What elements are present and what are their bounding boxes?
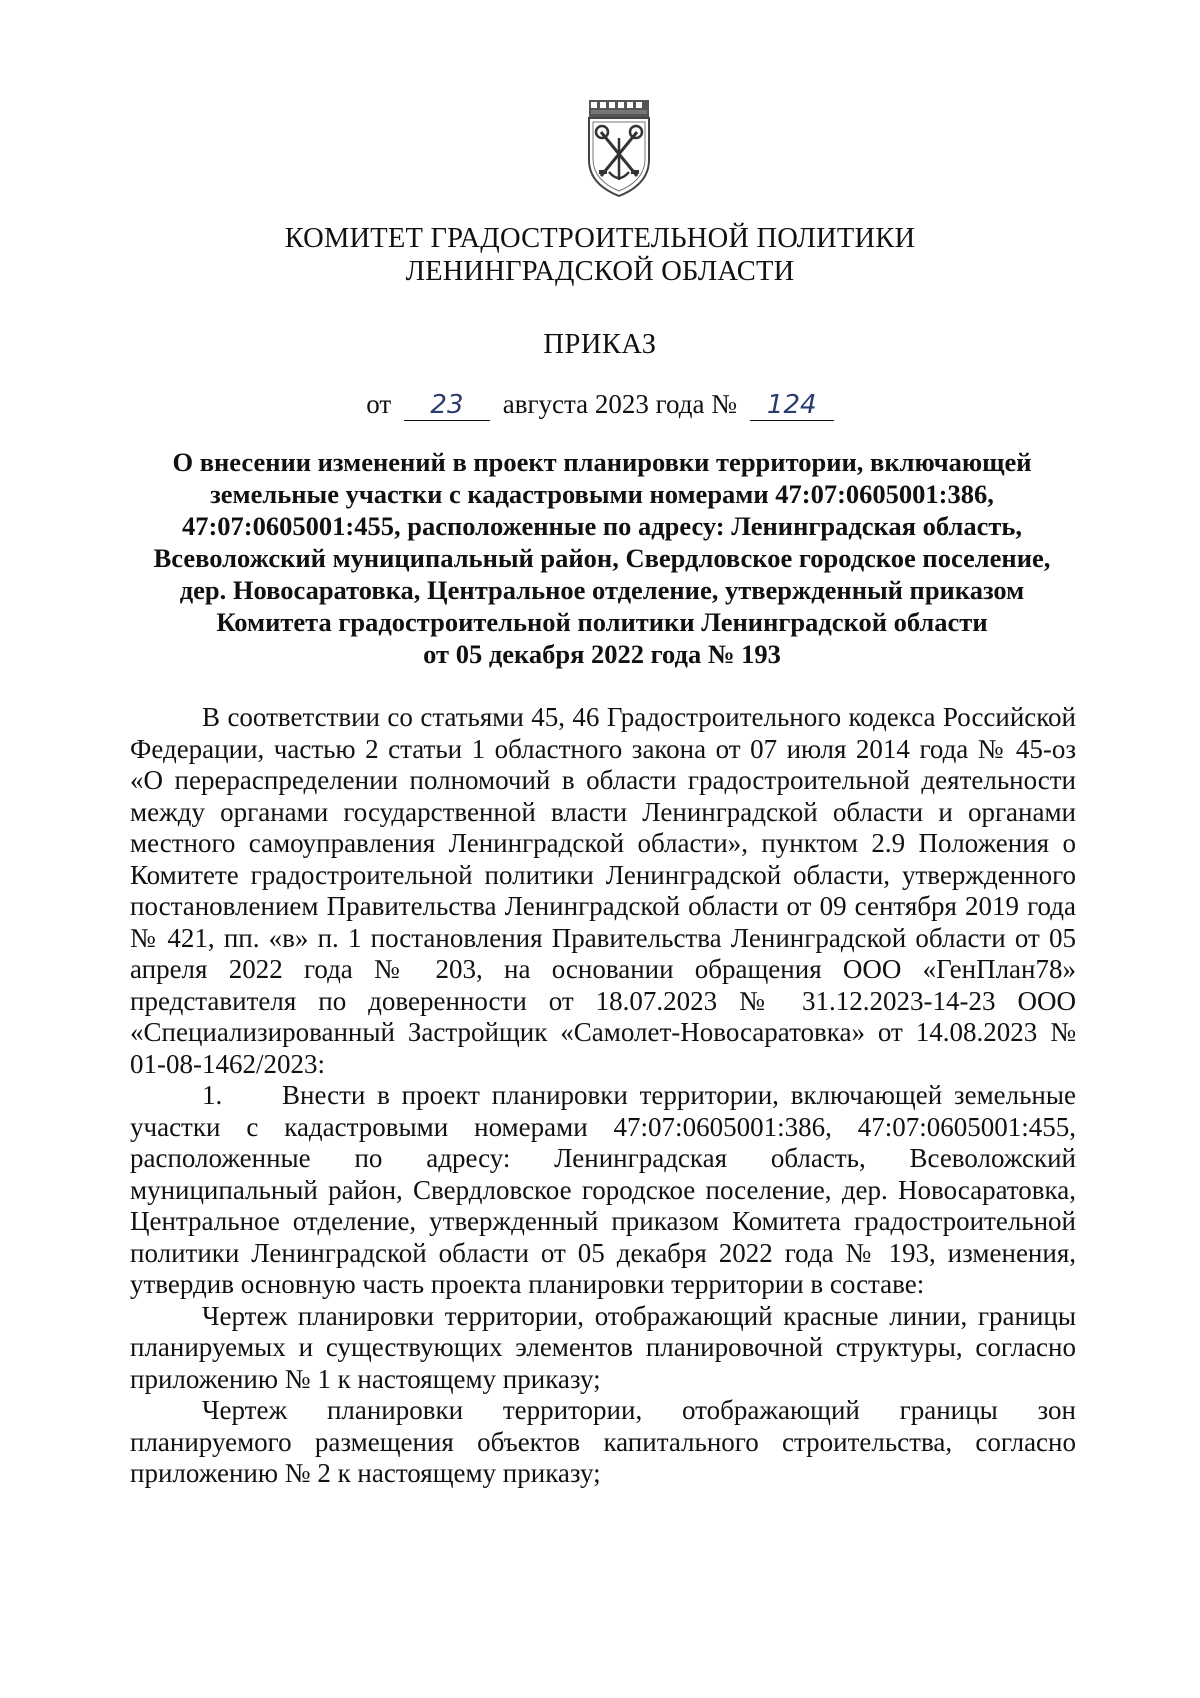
- title-line: Комитета градостроительной политики Ленинградской области: [216, 607, 988, 637]
- subitem-paragraph-2: Чертеж планировки территории, отображающий границы зон планируемого размещения объектов капитального строительства, согласно приложению № 2 к настоящему приказу;: [130, 1395, 1076, 1488]
- title-line: дер. Новосаратовка, Центральное отделение, утвержденный приказом: [179, 575, 1025, 605]
- handwritten-order-number: 124: [750, 390, 834, 421]
- date-prefix: от: [366, 389, 392, 419]
- title-line: О внесении изменений в проект планировки территории, включающей: [172, 447, 1032, 477]
- preamble-paragraph: В соответствии со статьями 45, 46 Градостроительного кодекса Российской Федерации, частью 2 статьи 1 областного закона от 07 июля 2014 года № 45-оз «О перераспределении полномочий в области градостроительной деятельности между органами государственной власти Ленинградской области и органами местного самоуправления Ленинградской области», пунктом 2.9 Положения о Комитете градостроительной политики Ленинградской области, утвержденного постановлением Правительства Ленинградской области от 09 сентября 2019 года № 421, пп. «в» п. 1 постановления Правительства Ленинградской области от 05 апреля 2022 года № 203, на основании обращения ООО «ГенПлан78» представителя по доверенности от 18.07.2023 № 31.12.2023-14-23 ООО «Специализированный Застройщик «Самолет-Новосаратовка» от 14.08.2023 № 01-08-1462/2023:: [130, 702, 1076, 1079]
- title-line: от 05 декабря 2022 года № 193: [423, 639, 781, 669]
- document-type: ПРИКАЗ: [543, 329, 657, 360]
- handwritten-day: 23: [404, 390, 490, 421]
- coat-of-arms-icon: [587, 98, 651, 198]
- organization-name: [0, 222, 1200, 288]
- date-middle: августа 2023 года №: [502, 389, 737, 419]
- organization-name-line-2: ЛЕНИНГРАДСКОЙ ОБЛАСТИ: [405, 256, 795, 287]
- order-date-line: [0, 388, 1200, 421]
- order-body: [130, 702, 1076, 1490]
- title-line: 47:07:0605001:455, расположенные по адресу: Ленинградская область,: [181, 511, 1022, 541]
- item-1-text: Внести в проект планировки территории, включающей земельные участки с кадастровыми номерами 47:07:0605001:386, 47:07:0605001:455, расположенные по адресу: Ленинградская область, Всеволожский муниципальный район, Свердловское городское поселение, дер. Новосаратовка, Центральное отделение, утвержденный приказом Комитета градостроительной политики Ленинградской области от 05 декабря 2022 года № 193, изменения, утвердив основную часть проекта планировки территории в составе:: [130, 1080, 1076, 1299]
- item-1-paragraph: [130, 1080, 1076, 1301]
- title-line: Всеволожский муниципальный район, Свердловское городское поселение,: [153, 543, 1051, 573]
- organization-name-line-1: КОМИТЕТ ГРАДОСТРОИТЕЛЬНОЙ ПОЛИТИКИ: [284, 223, 916, 254]
- order-title: [130, 446, 1074, 670]
- subitem-paragraph-1: Чертеж планировки территории, отображающий красные линии, границы планируемых и существующих элементов планировочной структуры, согласно приложению № 1 к настоящему приказу;: [130, 1300, 1076, 1394]
- title-line: земельные участки с кадастровыми номерами 47:07:0605001:386,: [210, 479, 994, 509]
- item-1-number: 1.: [202, 1080, 223, 1110]
